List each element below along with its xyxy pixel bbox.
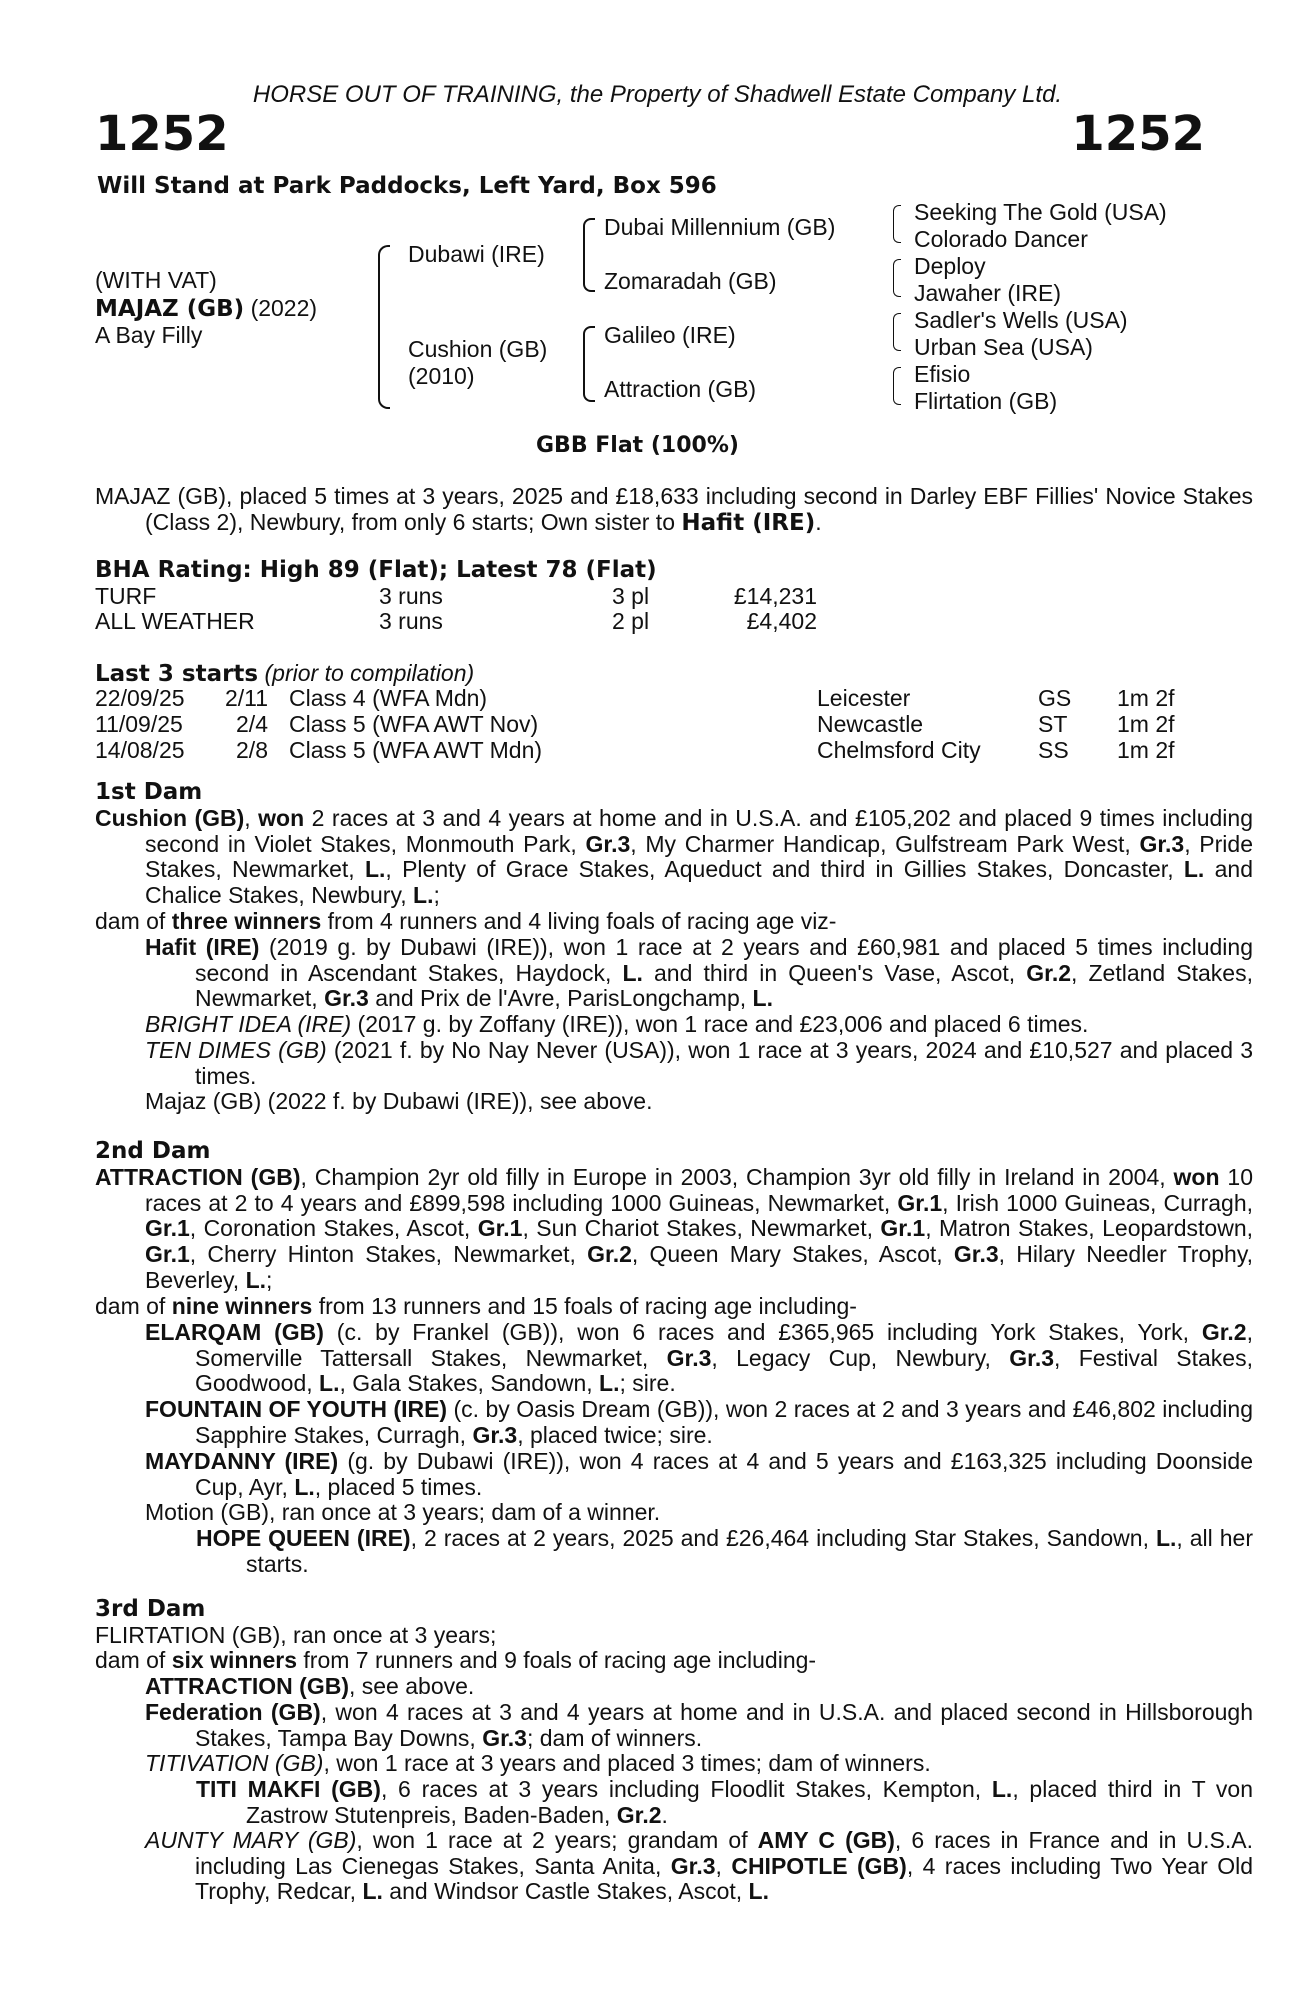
horse-year: (2022)	[250, 295, 318, 321]
pedigree-dam-dam: Attraction (GB)	[604, 376, 757, 402]
catalogue-page: HORSE OUT OF TRAINING, the Property of Shadwell Estate Company Ltd. 1252 1252 Will Stand at Park Paddocks, Left Yard, Box 596 (WITH VAT) MAJAZ (GB) (2022) A Bay Filly Dubawi (IRE) Cushion (GB) (2010) Dubai Millennium (GB) Zomaradah (GB) Galileo (IRE) Attraction (GB) Seeking The Gold (USA) Colorado Dancer Deploy Jawaher (IRE) Sadler's Wells (USA) Urban Sea (USA) Efisio Flirtation (GB) GBB Flat (100%) MAJAZ (GB), placed 5 times at 3 years, 2025 and £18,633 including second in Darley EBF Fillies' Novice Stakes (Class 2), Newbury, from only 6 starts; Own sister to Hafit (IRE). BHA Rating: High 89 (Flat); Latest 78 (Flat) TURF 3 runs 3 pl £14,231 ALL WEATHER 3 runs 2 pl £4,402 Last 3 starts (prior to compilation) 22/09/25 2/11 Class 4 (WFA Mdn) Leicester GS 1m 2f 11/09/25 2/4 Class 5 (WFA AWT Nov) Newcastle ST 1m 2f 14/08/25 2/8 Class 5 (WFA AWT Mdn) Chelmsford City SS 1m 2f 1st Dam Cushion (GB), won 2 races at 3 and 4 years at home and in U.S.A. and £105,202 and placed 9 times including second in Violet Stakes, Monmouth Park, Gr.3, My Charmer Handicap, Gulfstream Park West, Gr.3, Pride Stakes, Newmarket, L., Plenty of Grace Stakes, Aqueduct and third in Gillies Stakes, Doncaster, L. and Chalice Stakes, Newbury, L.; dam of three winners from 4 runners and 4 living foals of racing age viz- Hafit (IRE) (2019 g. by Dubawi (IRE)), won 1 race at 2 years and £60,981 and placed 5 times including second in Ascendant Stakes, Haydock, L. and third in Queen's Vase, Ascot, Gr.2, Zetland Stakes, Newmarket, Gr.3 and Prix de l'Avre, ParisLongchamp, L. BRIGHT IDEA (IRE) (2017 g. by Zoffany (IRE)), won 1 race and £23,006 and placed 6 times. TEN DIMES (GB) (2021 f. by No Nay Never (USA)), won 1 race at 3 years, 2024 and £10,527 and placed 3 times. Majaz (GB) (2022 f. by Dubawi (IRE)), see above. 2nd Dam ATTRACTION (GB), Champion 2yr old filly in Europe in 2003, Champion 3yr old filly in Ireland in 2004, won 10 races at 2 to 4 years and £899,598 including 1000 Guineas, Newmarket, Gr.1, Irish 1000 Guineas, Curragh, Gr.1, Coronation Stakes, Ascot, Gr.1, Sun Chariot Stakes, Newmarket, Gr.1, Matron Stakes, Leopardstown, Gr.1, Cherry Hinton Stakes, Newmarket, Gr.2, Queen Mary Stakes, Ascot, Gr.3, Hilary Needler Trophy, Beverley, L.; dam of nine winners from 13 runners and 15 foals of racing age including- ELARQAM (GB) (c. by Frankel (GB)), won 6 races and £365,965 including York Stakes, York, Gr.2, Somerville Tattersall Stakes, Newmarket, Gr.3, Legacy Cup, Newbury, Gr.3, Festival Stakes, Goodwood, L., Gala Stakes, Sandown, L.; sire. FOUNTAIN OF YOUTH (IRE) (c. by Oasis Dream (GB)), won 2 races at 2 and 3 years and £46,802 including Sapphire Stakes, Curragh, Gr.3, placed twice; sire. MAYDANNY (IRE) (g. by Dubawi (IRE)), won 4 races at 4 and 5 years and £163,325 including Doonside Cup, Ayr, L., placed 5 times. Motion (GB), ran once at 3 years; dam of a winner. HOPE QUEEN (IRE), 2 races at 2 years, 2025 and £26,464 including Star Stakes, Sandown, L., all her starts. 3rd Dam FLIRTATION (GB), ran once at 3 years; dam of six winners from 7 runners and 9 foals of racing age including- ATTRACTION (GB), see above. Federation (GB), won 4 races at 3 and 4 years at home and in U.S.A. and placed second in Hillsborough Stakes, Tampa Bay Downs, Gr.3; dam of winners. TITIVATION (GB), won 1 race at 3 years and placed 3 times; dam of winners. TITI MAKFI (GB), 6 races at 3 years including Floodlit Stakes, Kempton, L., placed third in T von Zastrow Stutenpreis, Baden-Baden, Gr.2. AUNTY MARY (GB), won 1 race at 2 years; grandam of AMY C (GB), 6 races in France and in U.S.A. including Las Cienegas Stakes, Santa Anita, Gr.3, CHIPOTLE (GB), 4 races including Two Year Old Trophy, Redcar, L. and Windsor Castle Stakes, Ascot, L.	[0, 0, 1315, 2000]
last-starts-heading: Last 3 starts (prior to compilation)	[95, 660, 475, 687]
horse-name: MAJAZ (GB)	[95, 296, 245, 322]
produce-motion: Motion (GB), ran once at 3 years; dam of a winner.	[145, 1499, 661, 1525]
pedigree-sdd: Jawaher (IRE)	[914, 280, 1061, 306]
pedigree-brace-main	[378, 245, 390, 409]
lot-title: HORSE OUT OF TRAINING, the Property of Shadwell Estate Company Ltd.	[252, 81, 1063, 108]
bha-rating: BHA Rating: High 89 (Flat); Latest 78 (Flat)	[95, 557, 657, 583]
pedigree-ddd: Flirtation (GB)	[914, 388, 1058, 414]
pedigree-brace-g1	[893, 205, 901, 243]
pedigree-sire-dam: Zomaradah (GB)	[604, 268, 777, 294]
pedigree-sds: Deploy	[914, 253, 986, 279]
pedigree-dam-sire: Galileo (IRE)	[604, 322, 736, 348]
pedigree-dss: Sadler's Wells (USA)	[914, 307, 1128, 333]
first-dam-produce-line: dam of three winners from 4 runners and 4 living foals of racing age viz-	[95, 908, 837, 934]
stand-location: Will Stand at Park Paddocks, Left Yard, Box 596	[97, 173, 717, 199]
produce-titi-makfi: TITI MAKFI (GB), 6 races at 3 years including Floodlit Stakes, Kempton, L., placed third in T von Zastrow Stutenpreis, Baden-Baden, Gr.2.	[196, 1776, 1254, 1828]
produce-titivation: TITIVATION (GB), won 1 race at 3 years and placed 3 times; dam of winners.	[145, 1750, 931, 1776]
pedigree-sss: Seeking The Gold (USA)	[914, 199, 1167, 225]
pedigree-brace-g2	[893, 259, 901, 297]
pedigree-brace-g3	[893, 313, 901, 351]
second-dam-heading: 2nd Dam	[95, 1138, 211, 1164]
pedigree-dam: Cushion (GB)	[408, 336, 548, 362]
lot-number-left: 1252	[95, 106, 229, 162]
produce-elarqam: ELARQAM (GB) (c. by Frankel (GB)), won 6 races and £365,965 including York Stakes, York, Gr.2, Somerville Tattersall Stakes, Newmarket, Gr.3, Legacy Cup, Newbury, Gr.3, Festival Stakes, Goodwood, L., Gala Stakes, Sandown, L.; sire.	[145, 1319, 1253, 1397]
produce-fountain-of-youth: FOUNTAIN OF YOUTH (IRE) (c. by Oasis Dream (GB)), won 2 races at 2 and 3 years and £46,802 including Sapphire Stakes, Curragh, Gr.3, placed twice; sire.	[145, 1396, 1253, 1448]
produce-aunty-mary: AUNTY MARY (GB), won 1 race at 2 years; grandam of AMY C (GB), 6 races in France and in U.S.A. including Las Cienegas Stakes, Santa Anita, Gr.3, CHIPOTLE (GB), 4 races including Two Year Old Trophy, Redcar, L. and Windsor Castle Stakes, Ascot, L.	[145, 1827, 1254, 1905]
pedigree-dam-year: (2010)	[408, 363, 475, 389]
pedigree-brace-g4	[893, 367, 901, 405]
second-dam-paragraph: ATTRACTION (GB), Champion 2yr old filly in Europe in 2003, Champion 3yr old filly in Ireland in 2004, won 10 races at 2 to 4 years and £899,598 including 1000 Guineas, Newmarket, Gr.1, Irish 1000 Guineas, Curragh, Gr.1, Coronation Stakes, Ascot, Gr.1, Sun Chariot Stakes, Newmarket, Gr.1, Matron Stakes, Leopardstown, Gr.1, Cherry Hinton Stakes, Newmarket, Gr.2, Queen Mary Stakes, Ascot, Gr.3, Hilary Needler Trophy, Beverley, L.;	[95, 1164, 1253, 1293]
third-dam-line: FLIRTATION (GB), ran once at 3 years;	[95, 1622, 497, 1648]
third-dam-produce-line: dam of six winners from 7 runners and 9 foals of racing age including-	[95, 1647, 817, 1673]
pedigree-dsd: Urban Sea (USA)	[914, 334, 1093, 360]
horse-name-line	[95, 296, 317, 323]
pedigree-sire-sire: Dubai Millennium (GB)	[604, 214, 836, 240]
produce-attraction: ATTRACTION (GB), see above.	[145, 1673, 475, 1699]
summary-paragraph: MAJAZ (GB), placed 5 times at 3 years, 2025 and £18,633 including second in Darley EBF Fillies' Novice Stakes (Class 2), Newbury, from only 6 starts; Own sister to Hafit (IRE).	[95, 483, 1253, 536]
produce-hafit: Hafit (IRE) (2019 g. by Dubawi (IRE)), won 1 race at 2 years and £60,981 and placed 5 times including second in Ascendant Stakes, Haydock, L. and third in Queen's Vase, Ascot, Gr.2, Zetland Stakes, Newmarket, Gr.3 and Prix de l'Avre, ParisLongchamp, L.	[145, 934, 1253, 1012]
produce-hope-queen: HOPE QUEEN (IRE), 2 races at 2 years, 2025 and £26,464 including Star Stakes, Sandown, L., all her starts.	[196, 1525, 1253, 1577]
vat-note: (WITH VAT)	[95, 267, 217, 293]
first-dam-heading: 1st Dam	[95, 779, 203, 805]
pedigree-brace-sire	[583, 218, 595, 292]
produce-federation: Federation (GB), won 4 races at 3 and 4 years at home and in U.S.A. and placed second in Hillsborough Stakes, Tampa Bay Downs, Gr.3; dam of winners.	[145, 1699, 1253, 1751]
pedigree-dds: Efisio	[914, 361, 971, 387]
lot-number-right: 1252	[1071, 106, 1205, 162]
produce-ten-dimes: TEN DIMES (GB) (2021 f. by No Nay Never (USA)), won 1 race at 3 years, 2024 and £10,527 and placed 3 times.	[145, 1037, 1253, 1089]
pedigree-brace-dam	[583, 326, 595, 402]
second-dam-produce-line: dam of nine winners from 13 runners and 15 foals of racing age including-	[95, 1293, 857, 1319]
produce-majaz: Majaz (GB) (2022 f. by Dubawi (IRE)), see above.	[145, 1088, 653, 1114]
pedigree-sire: Dubawi (IRE)	[408, 241, 545, 267]
third-dam-heading: 3rd Dam	[95, 1596, 206, 1622]
first-dam-paragraph: Cushion (GB), won 2 races at 3 and 4 years at home and in U.S.A. and £105,202 and placed 9 times including second in Violet Stakes, Monmouth Park, Gr.3, My Charmer Handicap, Gulfstream Park West, Gr.3, Pride Stakes, Newmarket, L., Plenty of Grace Stakes, Aqueduct and third in Gillies Stakes, Doncaster, L. and Chalice Stakes, Newbury, L.;	[95, 805, 1254, 909]
horse-description: A Bay Filly	[95, 322, 203, 348]
pedigree-ssd: Colorado Dancer	[914, 226, 1088, 252]
produce-maydanny: MAYDANNY (IRE) (g. by Dubawi (IRE)), won 4 races at 4 and 5 years and £163,325 including Doonside Cup, Ayr, L., placed 5 times.	[145, 1448, 1253, 1500]
produce-bright-idea: BRIGHT IDEA (IRE) (2017 g. by Zoffany (IRE)), won 1 race and £23,006 and placed 6 times.	[145, 1011, 1089, 1037]
gbb-flat: GBB Flat (100%)	[536, 433, 739, 458]
